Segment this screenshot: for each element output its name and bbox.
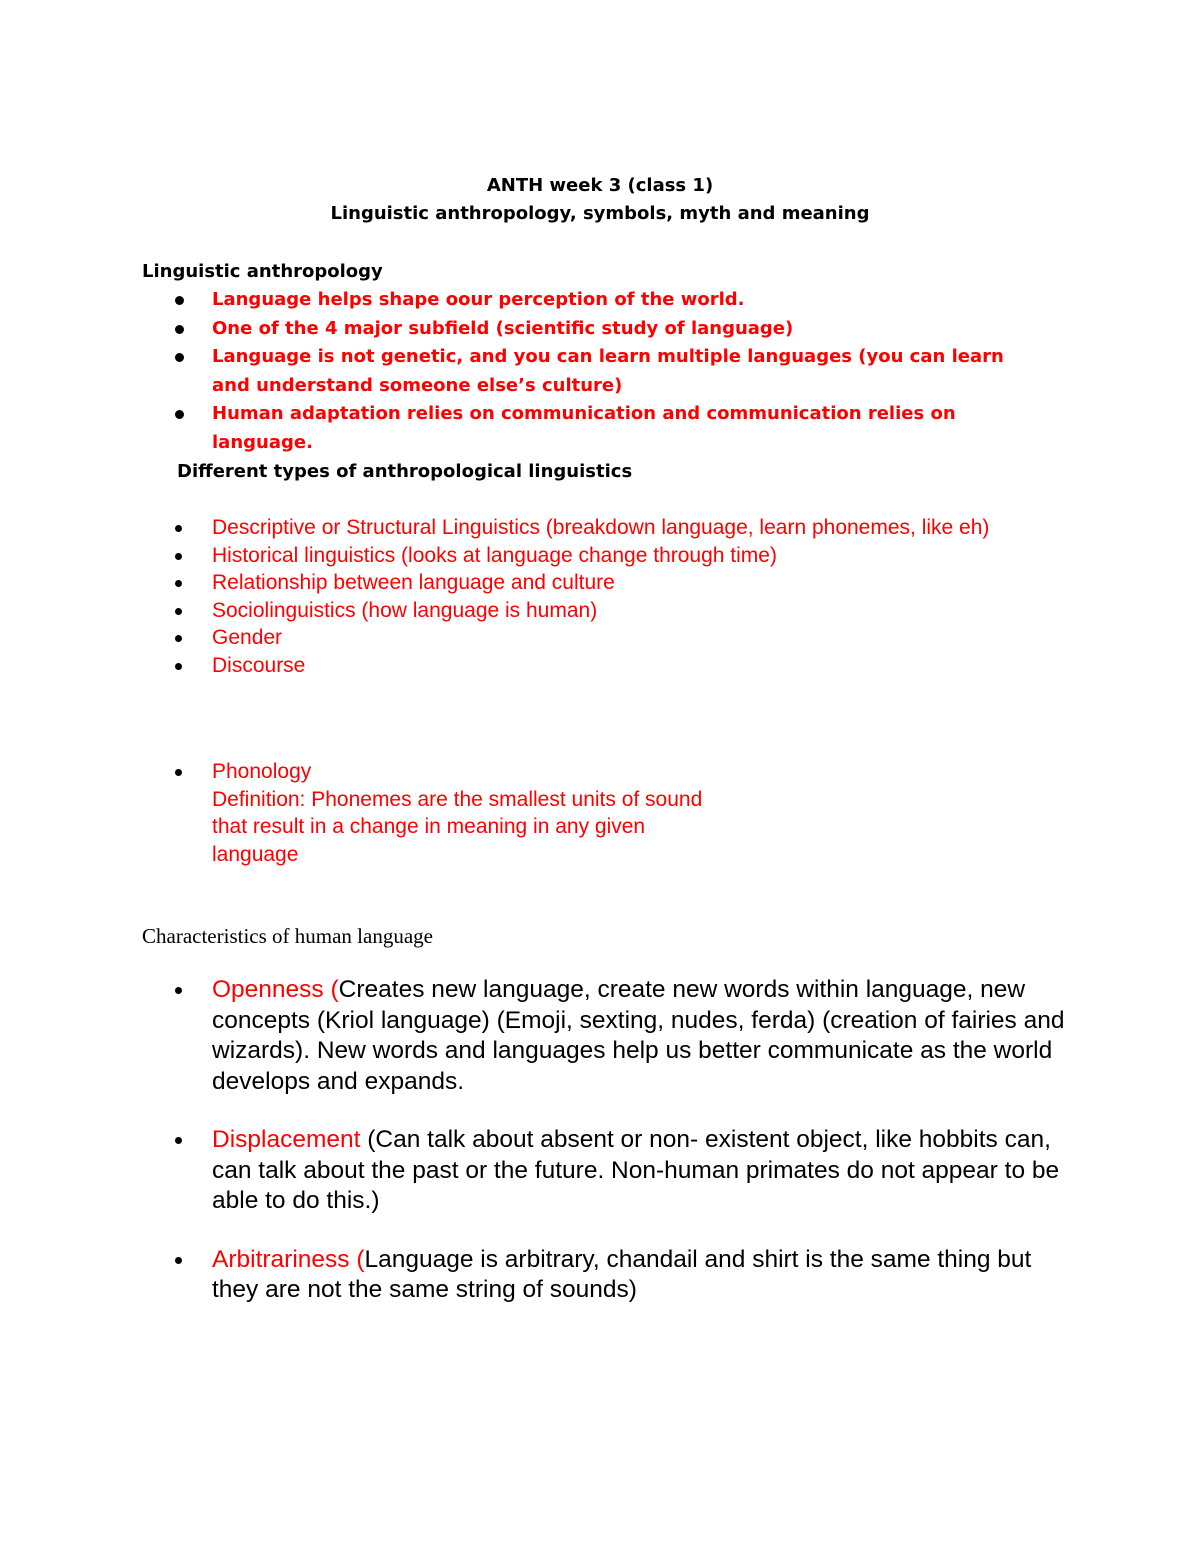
list-item bbox=[174, 1245, 1074, 1306]
list-item bbox=[174, 400, 1034, 457]
characteristic-description: Creates new language, create new words within language, new concepts (Kriol language) (Emoji, sexting, nudes, ferda) (creation of fairies and wizards). New words and languages help us better communicate as the world develops and expands. bbox=[212, 976, 1065, 1095]
bullet-icon bbox=[175, 635, 182, 642]
list-item-text: Human adaptation relies on communication and communication relies on language. bbox=[212, 403, 956, 453]
list-item-text: One of the 4 major subfield (scientific study of language) bbox=[212, 317, 794, 339]
characteristics-list bbox=[174, 975, 1074, 1334]
characteristic-term: Displacement bbox=[212, 1126, 368, 1153]
list-item bbox=[174, 652, 1064, 680]
list-item bbox=[174, 569, 1064, 597]
phonology-definition-line: language bbox=[212, 842, 299, 866]
list-item bbox=[174, 514, 1064, 542]
characteristic-description: (Can talk about absent or non- existent object, like hobbits can, can talk about the past or the future. Non-human primates do not appear to be able to do this.) bbox=[212, 1126, 1060, 1214]
list-item bbox=[174, 975, 1074, 1097]
list-item-text: Sociolinguistics (how language is human) bbox=[212, 598, 598, 622]
bullet-icon bbox=[175, 608, 182, 615]
bullet-icon bbox=[175, 325, 184, 334]
list-item-text: Gender bbox=[212, 626, 283, 649]
list-item-text: Historical linguistics (looks at language change through time) bbox=[212, 543, 777, 567]
bullet-icon bbox=[175, 769, 182, 776]
phonology-label: Phonology bbox=[212, 760, 312, 783]
characteristic-term: Arbitrariness ( bbox=[212, 1245, 365, 1273]
phonology-list bbox=[174, 758, 874, 868]
bullet-icon bbox=[175, 1137, 182, 1144]
list-item bbox=[174, 597, 1064, 625]
list-item bbox=[174, 624, 1064, 652]
section-heading-characteristics: Characteristics of human language bbox=[142, 924, 433, 948]
bullet-icon bbox=[175, 553, 182, 560]
section-heading-linguistic-anthropology: Linguistic anthropology bbox=[142, 261, 383, 282]
list-item bbox=[174, 1125, 1074, 1217]
list-item-text: Language helps shape oour perception of the world. bbox=[212, 289, 745, 310]
bullet-icon bbox=[175, 525, 182, 532]
document-subtitle: Linguistic anthropology, symbols, myth and meaning bbox=[330, 203, 870, 224]
phonology-definition-line: that result in a change in meaning in any given bbox=[212, 815, 646, 838]
list-item-text: Descriptive or Structural Linguistics (breakdown language, learn phonemes, like eh) bbox=[212, 516, 990, 539]
linguistic-anthropology-list bbox=[174, 286, 1034, 457]
list-item bbox=[174, 286, 1034, 315]
list-item-phonology bbox=[174, 758, 874, 868]
bullet-icon bbox=[175, 410, 184, 419]
document-title: ANTH week 3 (class 1) bbox=[486, 175, 714, 196]
types-of-linguistics-list bbox=[174, 514, 1064, 679]
list-item bbox=[174, 343, 1034, 400]
bullet-icon bbox=[175, 987, 182, 994]
bullet-icon bbox=[175, 1257, 182, 1264]
bullet-icon bbox=[175, 580, 182, 587]
characteristic-term: Openness ( bbox=[212, 976, 339, 1003]
list-item-text: Language is not genetic, and you can learn multiple languages (you can learn and understand someone else’s culture) bbox=[212, 346, 1004, 396]
list-item bbox=[174, 315, 1034, 344]
bullet-icon bbox=[175, 296, 184, 305]
bullet-icon bbox=[175, 353, 184, 362]
list-item-text: Discourse bbox=[212, 653, 306, 677]
document-header bbox=[0, 172, 1200, 228]
characteristic-description: Language is arbitrary, chandail and shirt is the same thing but they are not the same string of sounds) bbox=[212, 1245, 1032, 1303]
list-item bbox=[174, 542, 1064, 570]
phonology-definition-line: Definition: Phonemes are the smallest units of sound bbox=[212, 787, 703, 811]
bullet-icon bbox=[175, 663, 182, 670]
list-item-text: Relationship between language and culture bbox=[212, 571, 615, 594]
section-heading-types-of-linguistics: Different types of anthropological linguistics bbox=[177, 461, 633, 482]
